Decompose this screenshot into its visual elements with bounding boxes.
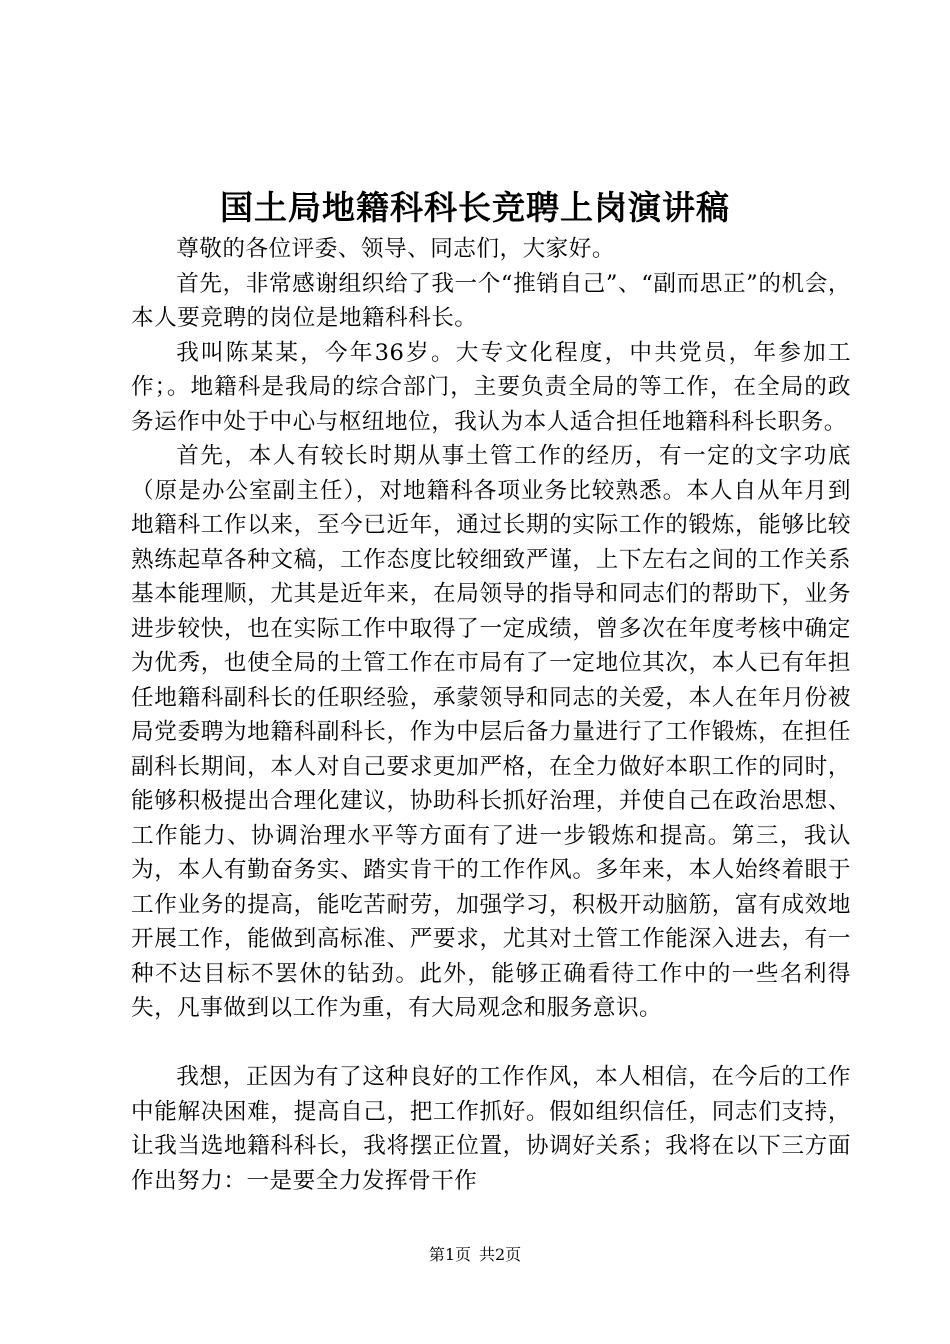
document-body [131, 232, 851, 1198]
document-title: 国土局地籍科科长竞聘上岗演讲稿 [220, 188, 730, 227]
page-total: 共2页 [479, 1245, 522, 1264]
qualifications-paragraph: 首先，本人有较长时期从事土管工作的经历，有一定的文字功底（原是办公室副主任），对地籍科各项业务比较熟悉。本人自从年月到地籍科工作以来，至今已近年，通过长期的实际工作的锻炼，能够比较熟练起草各种文稿，工作态度比较细致严谨，上下左右之间的工作关系基本能理顺，尤其是近年来，在局领导的指导和同志们的帮助下，业务进步较快，也在实际工作中取得了一定成绩，曾多次在年度考核中确定为优秀，也使全局的土管工作在市局有了一定地位其次，本人已有年担任地籍科副科长的任职经验，承蒙领导和同志的关爱，本人在年月份被局党委聘为地籍科副科长，作为中层后备力量进行了工作锻炼，在担任副科长期间，本人对自己要求更加严格，在全力做好本职工作的同时，能够积极提出合理化建议，协助科长抓好治理，并使自己在政治思想、工作能力、协调治理水平等方面有了进一步锻炼和提高。第三，我认为，本人有勤奋务实、踏实肯干的工作作风。多年来，本人始终着眼于工作业务的提高，能吃苦耐劳，加强学习，积极开动脑筋，富有成效地开展工作，能做到高标准、严要求，尤其对土管工作能深入进去，有一种不达目标不罢休的钻劲。此外，能够正确看待工作中的一些名利得失，凡事做到以工作为重，有大局观念和服务意识。 [131, 443, 851, 1021]
commitment-paragraph: 我想，正因为有了这种良好的工作作风，本人相信，在今后的工作中能解决困难，提高自己，把工作抓好。假如组织信任，同志们支持，让我当选地籍科科长，我将摆正位置，协调好关系；我将在以下三方面作出努力：一是要全力发挥骨干作 [131, 1064, 851, 1194]
self-introduction-paragraph: 我叫陈某某，今年36岁。大专文化程度，中共党员，年参加工作；。地籍科是我局的综合部门，主要负责全局的等工作，在全局的政务运作中处于中心与枢纽地位，我认为本人适合担任地籍科科长职务。 [131, 339, 851, 435]
greeting-paragraph: 尊敬的各位评委、领导、同志们，大家好。 [176, 236, 615, 262]
page-number: 第1页 [428, 1245, 471, 1264]
page-footer [0, 1243, 950, 1267]
intro-paragraph: 首先，非常感谢组织给了我一个“推销自己”、“副而思正”的机会，本人要竞聘的岗位是地籍科科长。 [131, 270, 851, 331]
